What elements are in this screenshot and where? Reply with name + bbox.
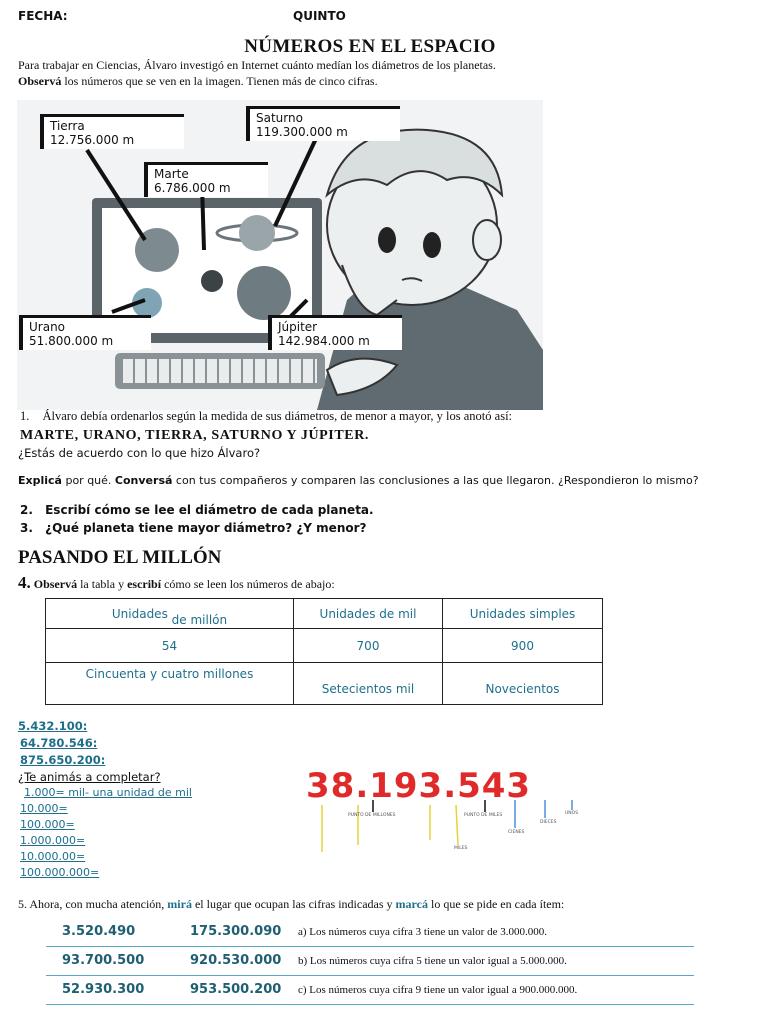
label-marte [144,162,268,197]
header-cell: Unidades de mil [294,599,443,629]
planet-order-answer: MARTE, URANO, TIERRA, SATURNO Y JÚPITER. [20,428,370,443]
planet-diameter: 12.756.000 m [50,133,135,147]
number-option[interactable]: 953.500.200 [190,982,282,997]
label-miles: MILES [454,846,468,851]
place-value-graphic [300,760,600,855]
grade-label: QUINTO [293,9,346,23]
exercise-row [46,947,694,976]
number-to-read: 5.432.100: [18,719,88,733]
table-row [46,599,603,629]
planet-name: Saturno [256,111,303,125]
question-4 [18,573,335,593]
question-5 [18,897,564,912]
value-cell: 700 [294,629,443,663]
question-number: 4. [18,573,31,592]
question-text: Escribí cómo se lee el diámetro de cada planeta. [45,503,374,517]
complete-item: 10.000.00= [20,850,86,863]
number-to-read: 64.780.546: [20,736,98,750]
q4-text-2: cómo se leen los números de abajo: [161,577,335,591]
agree-question: ¿Estás de acuerdo con lo que hizo Álvaro? [18,446,261,460]
question-number: 3. [20,521,33,535]
big-number: 38.193.543 [306,766,532,806]
header-text: Unidades [111,606,168,621]
question-number: 2. [20,503,33,517]
digit-pointer-lines [300,760,600,855]
label-jupiter [268,315,402,350]
value-cell: 900 [443,629,603,663]
place-value-table [45,598,603,705]
label-punto-millones: PUNTO DE MILLONES [348,813,396,818]
question-text: ¿Qué planeta tiene mayor diámetro? ¿Y menor? [45,521,367,535]
label-cienes: CIENES [508,830,525,835]
label-unos: UNOS [565,811,579,816]
planet-name: Marte [154,167,189,181]
word-cell: Novecientos [443,663,603,705]
planet-name: Júpiter [278,320,318,334]
exercise-row [46,976,694,1005]
intro-line-2 [18,74,378,89]
planet-diameter: 142.984.000 m [278,334,370,348]
write-verb: escribí [127,577,162,591]
exercise-row [46,918,694,947]
word-cell: Setecientos mil [294,663,443,705]
planet-diameter: 51.800.000 m [29,334,114,348]
explain-text: por qué. [61,474,115,487]
question-1 [20,409,512,424]
number-option[interactable]: 920.530.000 [190,953,282,968]
table-row [46,629,603,663]
complete-item: 100.000.000= [20,866,100,879]
q5-text-2: el lugar que ocupan las cifras indicadas y [191,897,396,911]
number-option[interactable]: 52.930.300 [62,982,145,997]
label-dieces: DIECES [540,820,557,825]
planets-illustration [17,100,543,410]
complete-item: 1.000= mil- una unidad de mil [24,786,192,799]
item-statement: b) Los números cuya cifra 5 tiene un valor igual a 5.000.000. [298,955,567,967]
intro-rest: los números que se ven en la imagen. Tienen más de cinco cifras. [61,74,378,88]
item-statement: c) Los números cuya cifra 9 tiene un valor igual a 900.000.000. [298,984,578,996]
q4-text-1: la tabla y [77,577,128,591]
q5-text-3: lo que se pide en cada ítem: [427,897,565,911]
complete-item: 100.000= [20,818,75,831]
label-saturno [246,106,400,141]
label-urano [19,315,151,350]
converse-verb: Conversá [114,474,173,487]
intro-line-1: Para trabajar en Ciencias, Álvaro investigó en Internet cuánto medían los diámetros de los planetas. [18,58,496,72]
number-to-read: 875.650.200: [20,753,106,767]
complete-question: ¿Te animás a completar? [18,770,161,784]
look-verb: mirá [167,897,192,911]
complete-item: 1.000.000= [20,834,86,847]
word-cell: Cincuenta y cuatro millones [46,663,294,705]
planet-diameter: 119.300.000 m [256,125,348,139]
intro-verb: Observá [18,74,62,88]
number-option[interactable]: 93.700.500 [62,953,145,968]
number-option[interactable]: 3.520.490 [62,924,136,939]
question-number: 1. [20,409,30,423]
header-cell [46,599,294,629]
label-tierra [40,114,184,149]
question-text: Álvaro debía ordenarlos según la medida de sus diámetros, de menor a mayor, y los anotó así: [42,409,513,423]
table-row [46,663,603,705]
label-punto-miles: PUNTO DE MILES [464,813,503,818]
q5-text-1: 5. Ahora, con mucha atención, [18,897,168,911]
fecha-label: FECHA: [18,9,68,23]
question-2 [20,503,374,517]
section-title: PASANDO EL MILLÓN [18,547,222,568]
planet-name: Tierra [50,119,85,133]
explain-verb: Explicá [18,474,62,487]
planet-name: Urano [29,320,66,334]
page-title: NÚMEROS EN EL ESPACIO [244,36,496,57]
question-3 [20,521,366,535]
complete-item: 10.000= [20,802,68,815]
mark-verb: marcá [395,897,428,911]
number-option[interactable]: 175.300.090 [190,924,282,939]
planet-diameter: 6.786.000 m [154,181,231,195]
header-text-2: de millón [171,612,228,627]
explain-instruction [18,474,699,487]
converse-text: con tus compañeros y comparen las conclusiones a las que llegaron. ¿Respondieron lo mismo? [172,474,699,487]
observe-verb: Observá [33,577,78,591]
value-cell: 54 [46,629,294,663]
item-statement: a) Los números cuya cifra 3 tiene un valor de 3.000.000. [298,926,547,938]
header-cell: Unidades simples [443,599,603,629]
